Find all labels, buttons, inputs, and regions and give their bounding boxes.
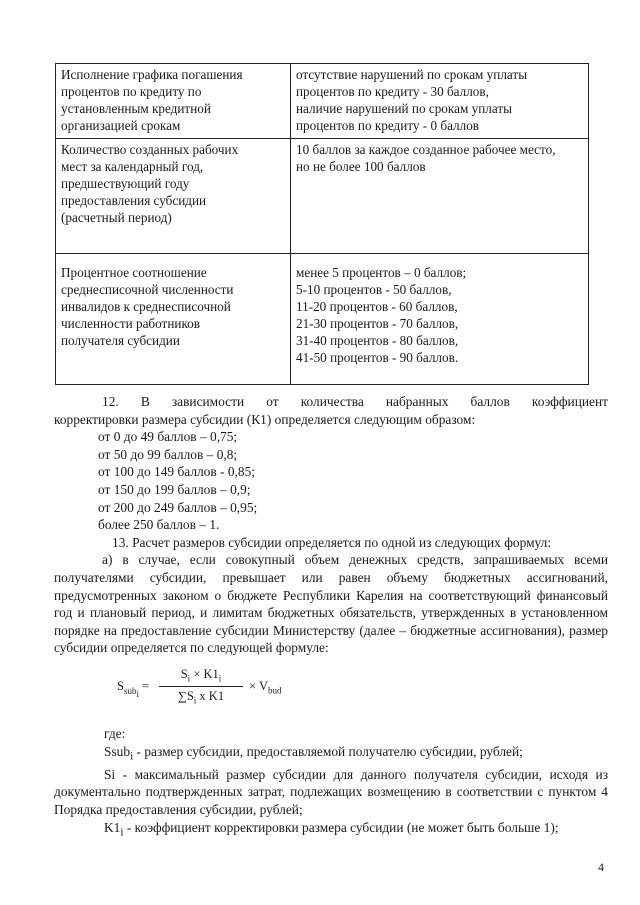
def-index: i (120, 826, 124, 839)
def-symbol: K1 (104, 819, 121, 835)
def-index: i (130, 750, 134, 763)
scale-item: от 100 до 149 баллов - 0,85; (98, 464, 256, 480)
cell-line: Количество созданных рабочих (61, 142, 239, 157)
page-number: 4 (598, 860, 604, 874)
def-ssub (104, 743, 608, 766)
scale-item: от 0 до 49 баллов – 0,75; (98, 429, 238, 445)
formula-subscript: sub (123, 685, 137, 696)
cell-line: получателя субсидии (61, 333, 180, 348)
formula-operator: x K1 (196, 688, 225, 703)
cell-line: 10 баллов за каждое созданное рабочее место, (296, 142, 556, 157)
scale-item: от 50 до 99 баллов – 0,8; (98, 446, 238, 462)
formula-symbol: ∑S (177, 688, 194, 703)
criteria-table (55, 63, 589, 385)
scale-item: от 150 до 199 баллов – 0,9; (98, 481, 251, 497)
def-text: - размер субсидии, предоставляемой получателю субсидии, рублей; (133, 743, 523, 759)
cell-line: предшествующий году (61, 176, 190, 191)
formula-symbol: S (180, 667, 188, 681)
where-label: где: (104, 726, 126, 741)
scale-item: более 250 баллов – 1. (98, 517, 220, 533)
formula-subscript: bud (267, 685, 282, 696)
formula-operator: × K1 (190, 667, 219, 681)
body-text (54, 393, 608, 657)
table-row (56, 139, 589, 254)
cell-line: предоставления субсидии (61, 193, 207, 208)
cell-line: процентов по кредиту - 0 баллов (296, 118, 480, 133)
cell-line: процентов по кредиту - 30 баллов, (296, 84, 489, 99)
formula-symbol: × V (249, 679, 268, 693)
criterion-cell (56, 64, 291, 139)
criterion-cell (56, 139, 291, 254)
formula-numerator (159, 667, 243, 687)
paragraph-13a: а) в случае, если совокупный объем денежных средств, запрашиваемых всеми получателями субсидии, превышает или равен объему бюджетных ассигнований, предусмотренных законом о бюджете Республики Карелия на соответствующий финансовый год и плановый период, и лимитам бюджетных обязательств, утвержденных в установленном порядке на предоставление субсидии Министерству (далее – бюджетные ассигнования), размер субсидии определяется по следующей формуле: (54, 552, 608, 656)
formula-subscript: i (218, 673, 222, 684)
cell-line: отсутствие нарушений по срокам уплаты (296, 67, 528, 82)
cell-line: менее 5 процентов – 0 баллов; (296, 265, 467, 280)
formula-symbol: S (117, 679, 124, 693)
formula-fraction (159, 667, 243, 705)
formula-subscript: i (193, 695, 197, 705)
cell-line: 31-40 процентов - 80 баллов, (296, 333, 459, 348)
cell-line: среднесписочной численности (61, 282, 234, 297)
cell-line: процентов по кредиту по (61, 84, 202, 99)
def-text: - коэффициент корректировки размера субсидии (не может быть больше 1); (123, 819, 559, 835)
cell-line: мест за календарный год, (61, 159, 204, 174)
score-cell (291, 64, 589, 139)
paragraph-13-title: 13. Расчет размеров субсидии определяется по одной из следующих формул: (112, 534, 552, 550)
score-cell (291, 254, 589, 385)
formula-rhs (249, 679, 281, 696)
def-si: Si - максимальный размер субсидии для данного получателя субсидии, исходя из документально подтвержденных затрат, подлежащих возмещению в соответствии с пунктом 4 Порядка предоставления субсидии, рублей; (54, 766, 608, 818)
cell-line: но не более 100 баллов (296, 159, 426, 174)
scale-item: от 200 до 249 баллов – 0,95; (98, 499, 258, 515)
definitions (54, 725, 608, 842)
cell-line: Исполнение графика погашения (61, 67, 243, 82)
cell-line: инвалидов к среднесписочной (61, 299, 231, 314)
table-row (56, 254, 589, 385)
cell-line: численности работников (61, 316, 200, 331)
paragraph-12-line2: корректировки размера субсидии (К1) определяется следующим образом: (54, 411, 476, 427)
cell-line: (расчетный период) (61, 210, 172, 225)
cell-line: наличие нарушений по срокам уплаты (296, 101, 512, 116)
formula-subscript: i (187, 673, 191, 684)
cell-line: Процентное соотношение (61, 265, 207, 280)
cell-line: 21-30 процентов - 70 баллов, (296, 316, 459, 331)
formula-lhs: $S_{sub_i}$ = (117, 679, 150, 699)
formula-index: i (136, 688, 139, 699)
paragraph-12-line1: 12. В зависимости от количества набранных баллов коэффициент (102, 394, 608, 409)
formula-denominator (159, 687, 243, 706)
coefficient-scale (94, 428, 608, 534)
criterion-cell (56, 254, 291, 385)
table-row (56, 64, 589, 139)
def-k1 (54, 819, 608, 842)
cell-line: установленным кредитной (61, 101, 211, 116)
cell-line: 41-50 процентов - 90 баллов. (296, 350, 459, 365)
def-symbol: Ssub (104, 743, 131, 759)
cell-line: 11-20 процентов - 60 баллов, (296, 299, 458, 314)
cell-line: 5-10 процентов - 50 баллов, (296, 282, 452, 297)
cell-line: организацией срокам (61, 118, 181, 133)
score-cell (291, 139, 589, 254)
